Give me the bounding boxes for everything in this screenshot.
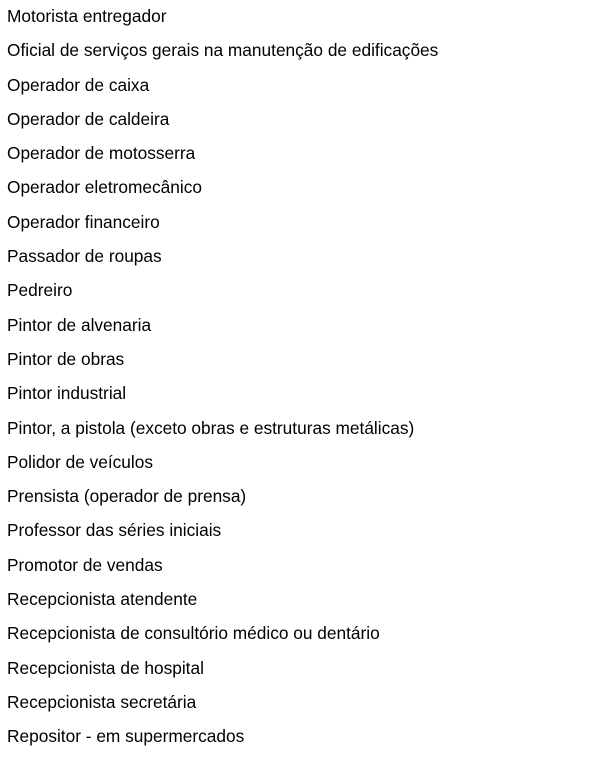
list-item: Professor das séries iniciais — [7, 520, 222, 541]
list-item: Pintor de obras — [7, 348, 125, 369]
list-item: Recepcionista secretária — [7, 691, 197, 712]
list-item: Passador de roupas — [7, 246, 162, 267]
list-item: Operador de caldeira — [7, 108, 170, 129]
list-item: Prensista (operador de prensa) — [7, 486, 247, 507]
list-item: Recepcionista atendente — [7, 589, 198, 610]
list-item: Oficial de serviços gerais na manutenção de edificações — [7, 40, 439, 61]
list-item: Polidor de veículos — [7, 451, 154, 472]
list-item: Pintor, a pistola (exceto obras e estruturas metálicas) — [7, 417, 415, 438]
list-item: Pintor industrial — [7, 383, 127, 404]
list-item: Motorista entregador — [7, 6, 167, 26]
list-item: Recepcionista de hospital — [7, 657, 204, 678]
list-item: Operador financeiro — [7, 211, 160, 232]
list-item: Operador eletromecânico — [7, 177, 202, 198]
list-item: Operador de motosserra — [7, 143, 196, 164]
list-item: Operador de caixa — [7, 74, 150, 95]
list-item: Pedreiro — [7, 280, 73, 301]
list-item: Repositor - em supermercados — [7, 726, 245, 747]
occupation-list — [7, 3, 438, 758]
list-item: Recepcionista de consultório médico ou dentário — [7, 623, 380, 644]
list-item: Pintor de alvenaria — [7, 314, 152, 335]
list-item: Promotor de vendas — [7, 554, 163, 575]
